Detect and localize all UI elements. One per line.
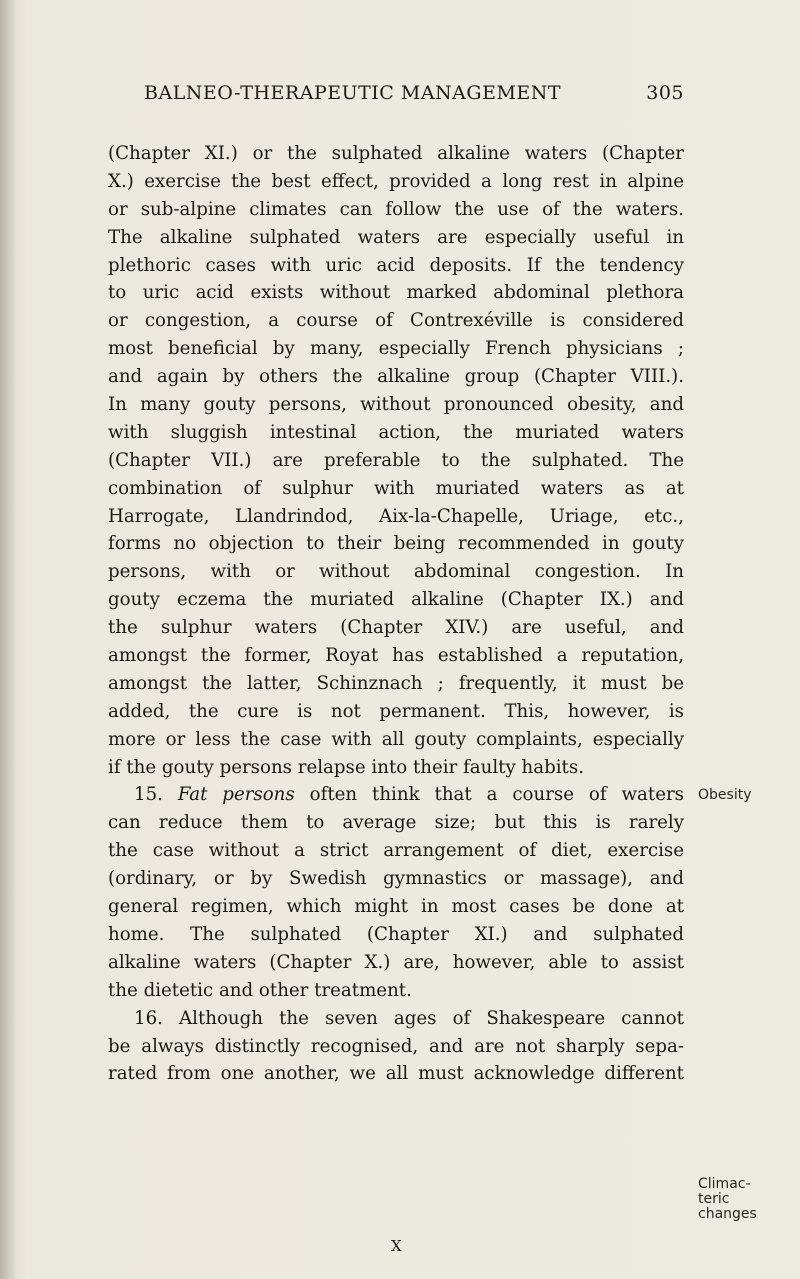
paragraph-16-first-line: 16. Although the seven ages of Shakespeare cannot <box>134 1007 684 1029</box>
text-line: more or less the case with all gouty complaints, especially <box>108 728 684 750</box>
signature-mark: X <box>391 1237 402 1255</box>
text-line: or congestion, a course of Contrexéville is considered <box>108 310 684 332</box>
margin-note-obesity: Obesity <box>698 787 752 803</box>
text-line: to uric acid exists without marked abdominal plethora <box>108 282 684 304</box>
paragraph-number: 15. <box>134 784 163 806</box>
text-line: with sluggish intestinal action, the muriated waters <box>108 421 684 443</box>
text-line: can reduce them to average size; but this is rarely <box>108 812 684 834</box>
page-number: 305 <box>646 82 684 104</box>
text-line: general regimen, which might in most cases be done at <box>108 896 684 918</box>
text-line: (Chapter VII.) are preferable to the sulphated. The <box>108 449 684 471</box>
text-line: the case without a strict arrangement of diet, exercise <box>108 840 684 862</box>
text-line: be always distinctly recognised, and are not sharply sepa- <box>108 1035 684 1057</box>
italic-term: Fat persons <box>177 784 295 806</box>
text-line: most beneficial by many, especially French physicians ; <box>108 338 684 360</box>
text-line: added, the cure is not permanent. This, however, is <box>108 700 684 722</box>
text-line: In many gouty persons, without pronounced obesity, and <box>108 394 684 416</box>
text-line: alkaline waters (Chapter X.) are, however, able to assist <box>108 951 684 973</box>
body-text <box>108 140 684 1088</box>
text-span: often think that a course of waters <box>309 784 684 806</box>
page-binding-shadow <box>0 0 16 1279</box>
margin-note-line: Climac- <box>698 1176 751 1192</box>
text-line: plethoric cases with uric acid deposits. If the tendency <box>108 254 684 276</box>
text-line: amongst the former, Royat has established a reputation, <box>108 645 684 667</box>
margin-note-climacteric <box>698 1177 757 1222</box>
text-line: (Chapter XI.) or the sulphated alkaline waters (Chapter <box>108 143 684 164</box>
text-line: persons, with or without abdominal congestion. In <box>108 561 684 583</box>
text-line: or sub-alpine climates can follow the use of the waters. <box>108 198 684 220</box>
text-line: and again by others the alkaline group (Chapter VIII.). <box>108 366 684 388</box>
text-line: The alkaline sulphated waters are especially useful in <box>108 226 684 248</box>
running-header <box>144 82 684 110</box>
text-line: the dietetic and other treatment. <box>108 979 412 1001</box>
text-line: Harrogate, Llandrindod, Aix-la-Chapelle, Uriage, etc., <box>108 505 684 527</box>
text-line: (ordinary, or by Swedish gymnastics or massage), and <box>108 868 684 890</box>
text-line: if the gouty persons relapse into their faulty habits. <box>108 756 584 778</box>
margin-note-line: teric <box>698 1191 730 1207</box>
text-line: rated from one another, we all must acknowledge different <box>108 1063 684 1085</box>
paragraph-15-first-line <box>108 781 684 809</box>
text-line: forms no objection to their being recommended in gouty <box>108 533 684 555</box>
text-line: amongst the latter, Schinznach ; frequently, it must be <box>108 672 684 694</box>
text-line: gouty eczema the muriated alkaline (Chapter IX.) and <box>108 589 684 611</box>
text-line: the sulphur waters (Chapter XIV.) are useful, and <box>108 617 684 639</box>
margin-note-line: changes <box>698 1206 757 1222</box>
text-line: X.) exercise the best effect, provided a long rest in alpine <box>108 170 684 192</box>
header-title: BALNEO-THERAPEUTIC MANAGEMENT <box>144 82 562 104</box>
text-line: home. The sulphated (Chapter XI.) and sulphated <box>108 923 684 945</box>
text-line: combination of sulphur with muriated waters as at <box>108 477 684 499</box>
